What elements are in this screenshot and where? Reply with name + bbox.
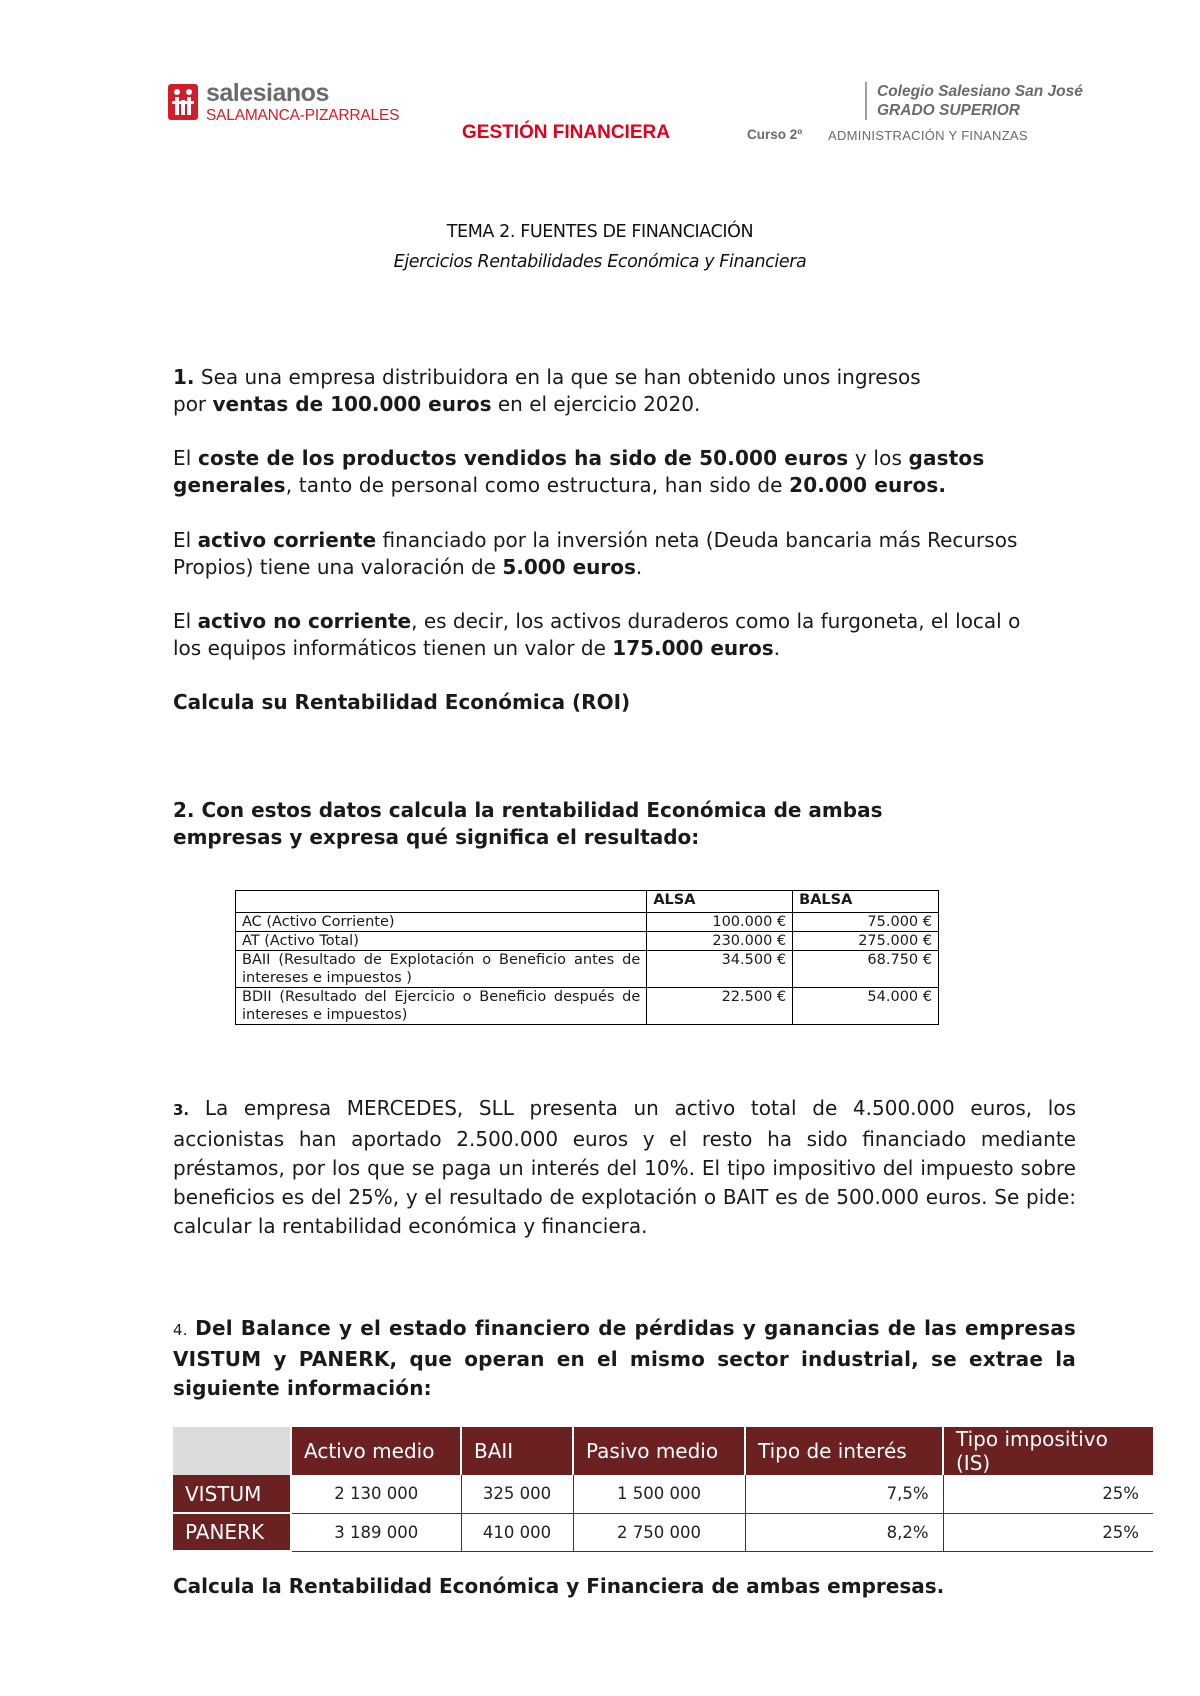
table-header-pasivo: Pasivo medio: [573, 1427, 745, 1475]
exercise-1-current-assets-value: 5.000 euros: [502, 555, 636, 579]
exercise-1-text: , tanto de personal como estructura, han sido de: [285, 473, 790, 497]
topic-subtitle: Ejercicios Rentabilidades Económica y Financiera: [393, 252, 807, 272]
balsa-value: 275.000 €: [793, 932, 939, 951]
logo-place: SALAMANCA-PIZARRALES: [206, 107, 400, 124]
row-label: BDII (Resultado del Ejercicio o Beneficio después de intereses e impuestos): [236, 988, 647, 1025]
exercise-1-text: por: [173, 392, 213, 416]
table-row: [236, 913, 939, 932]
exercise-1-costs: [173, 445, 1073, 499]
pasivo-value: 2 750 000: [573, 1513, 745, 1551]
exercise-1-text: .: [773, 636, 781, 660]
exercise-1-noncurrent-label: activo no corriente: [197, 609, 412, 633]
exercise-1-noncurrent-assets: [173, 608, 1053, 662]
salesianos-logo: [168, 80, 399, 126]
is-value: 25%: [943, 1475, 1153, 1513]
interes-value: 8,2%: [745, 1513, 943, 1551]
pasivo-value: 1 500 000: [573, 1475, 745, 1513]
exercise-4-number: 4.: [173, 1321, 188, 1339]
table-header-baii: BAII: [461, 1427, 573, 1475]
vistum-panerk-table: [173, 1427, 1153, 1552]
exercise-1-current-assets: [173, 527, 1023, 581]
college-name: Colegio Salesiano San José: [877, 83, 1083, 100]
table-row: [173, 1513, 1153, 1551]
activo-value: 3 189 000: [291, 1513, 461, 1551]
exercise-1-noncurrent-value: 175.000 euros: [612, 636, 774, 660]
baii-value: 325 000: [461, 1475, 573, 1513]
college-level: GRADO SUPERIOR: [877, 102, 1020, 119]
interes-value: 7,5%: [745, 1475, 943, 1513]
exercise-1-text: .: [635, 555, 643, 579]
table-header-balsa: BALSA: [793, 891, 939, 913]
alsa-value: 230.000 €: [647, 932, 793, 951]
table-header-cell: [173, 1427, 291, 1475]
table-row: [236, 988, 939, 1025]
exercise-4-statement: Del Balance y el estado financiero de pérdidas y ganancias de las empresas VISTUM y PANERK, que operan en el mismo sector industrial, se extrae la siguiente información:: [173, 1316, 1076, 1400]
table-header-cell: [236, 891, 647, 913]
exercise-2-text: [173, 797, 993, 851]
row-label: AT (Activo Total): [236, 932, 647, 951]
balsa-value: 75.000 €: [793, 913, 939, 932]
activo-value: 2 130 000: [291, 1475, 461, 1513]
exercise-3: [173, 1094, 1076, 1241]
exercise-2-statement: 2. Con estos datos calcula la rentabilidad Económica de ambas empresas y expresa qué significa el resultado:: [173, 798, 883, 849]
exercise-1-text: El: [173, 528, 198, 552]
company-name: VISTUM: [173, 1475, 291, 1513]
table-header-row: [236, 891, 939, 913]
table-header-is: Tipo impositivo (IS): [943, 1427, 1153, 1475]
college-block: [865, 82, 1083, 120]
exercise-4-question: [173, 1573, 1083, 1600]
exercise-4: [173, 1314, 1076, 1403]
baii-value: 410 000: [461, 1513, 573, 1551]
table-row: [173, 1475, 1153, 1513]
exercise-1-line1: Sea una empresa distribuidora en la que se han obtenido unos ingresos: [200, 365, 921, 389]
exercise-1-expenses-amount: 20.000 euros.: [789, 473, 947, 497]
exercise-1-intro: [173, 364, 1083, 418]
course-name: ADMINISTRACIÓN Y FINANZAS: [828, 128, 1028, 143]
alsa-balsa-table: [235, 890, 939, 1025]
exercise-1-text: financiado por la inversión neta (Deuda bancaria más Recursos Propios) tiene una valoración de: [173, 528, 1018, 579]
table-header-activo: Activo medio: [291, 1427, 461, 1475]
exercise-1-number: 1.: [173, 365, 195, 389]
balsa-value: 54.000 €: [793, 988, 939, 1025]
exercise-3-number: 3.: [173, 1101, 190, 1119]
exercise-1-question-text: Calcula su Rentabilidad Económica (ROI): [173, 690, 631, 714]
exercise-1-question: [173, 689, 1083, 716]
exercise-1-sales: ventas de 100.000 euros: [212, 392, 492, 416]
table-header-row: [173, 1427, 1153, 1475]
topic-title: TEMA 2. FUENTES DE FINANCIACIÓN: [446, 222, 754, 242]
alsa-value: 34.500 €: [647, 951, 793, 988]
table-header-interes: Tipo de interés: [745, 1427, 943, 1475]
exercise-3-statement: La empresa MERCEDES, SLL presenta un activo total de 4.500.000 euros, los accionistas han aportado 2.500.000 euros y el resto ha sido financiado mediante préstamos, por los que se paga un interés del 10%. El tipo impositivo del impuesto sobre beneficios es del 25%, y el resultado de explotación o BAIT es de 500.000 euros. Se pide: calcular la rentabilidad económica y financiera.: [173, 1096, 1077, 1238]
exercise-1-current-assets-label: activo corriente: [197, 528, 377, 552]
exercise-1-text: , es decir, los activos duraderos como la furgoneta, el local o los equipos informáticos tienen un valor de: [173, 609, 1021, 660]
table-row: [236, 951, 939, 988]
row-label: AC (Activo Corriente): [236, 913, 647, 932]
company-name: PANERK: [173, 1513, 291, 1551]
alsa-value: 22.500 €: [647, 988, 793, 1025]
alsa-value: 100.000 €: [647, 913, 793, 932]
exercise-1-text: El: [173, 609, 198, 633]
row-label: BAII (Resultado de Explotación o Beneficio antes de intereses e impuestos ): [236, 951, 647, 988]
exercise-1-text: El: [173, 446, 199, 470]
salesianos-logo-icon: [168, 84, 198, 120]
course-label: Curso 2º: [747, 127, 803, 142]
exercise-4-question-text: Calcula la Rentabilidad Económica y Financiera de ambas empresas.: [173, 1574, 945, 1598]
exercise-1-cost-of-goods: coste de los productos vendidos ha sido de 50.000 euros: [198, 446, 849, 470]
is-value: 25%: [943, 1513, 1153, 1551]
exercise-1-general-expenses: gastos generales: [173, 446, 985, 497]
table-header-alsa: ALSA: [647, 891, 793, 913]
subject-title: GESTIÓN FINANCIERA: [462, 122, 670, 143]
exercise-1-text: y los: [848, 446, 909, 470]
exercise-1-text: en el ejercicio 2020.: [491, 392, 701, 416]
balsa-value: 68.750 €: [793, 951, 939, 988]
logo-name: salesianos: [206, 79, 329, 107]
table-row: [236, 932, 939, 951]
